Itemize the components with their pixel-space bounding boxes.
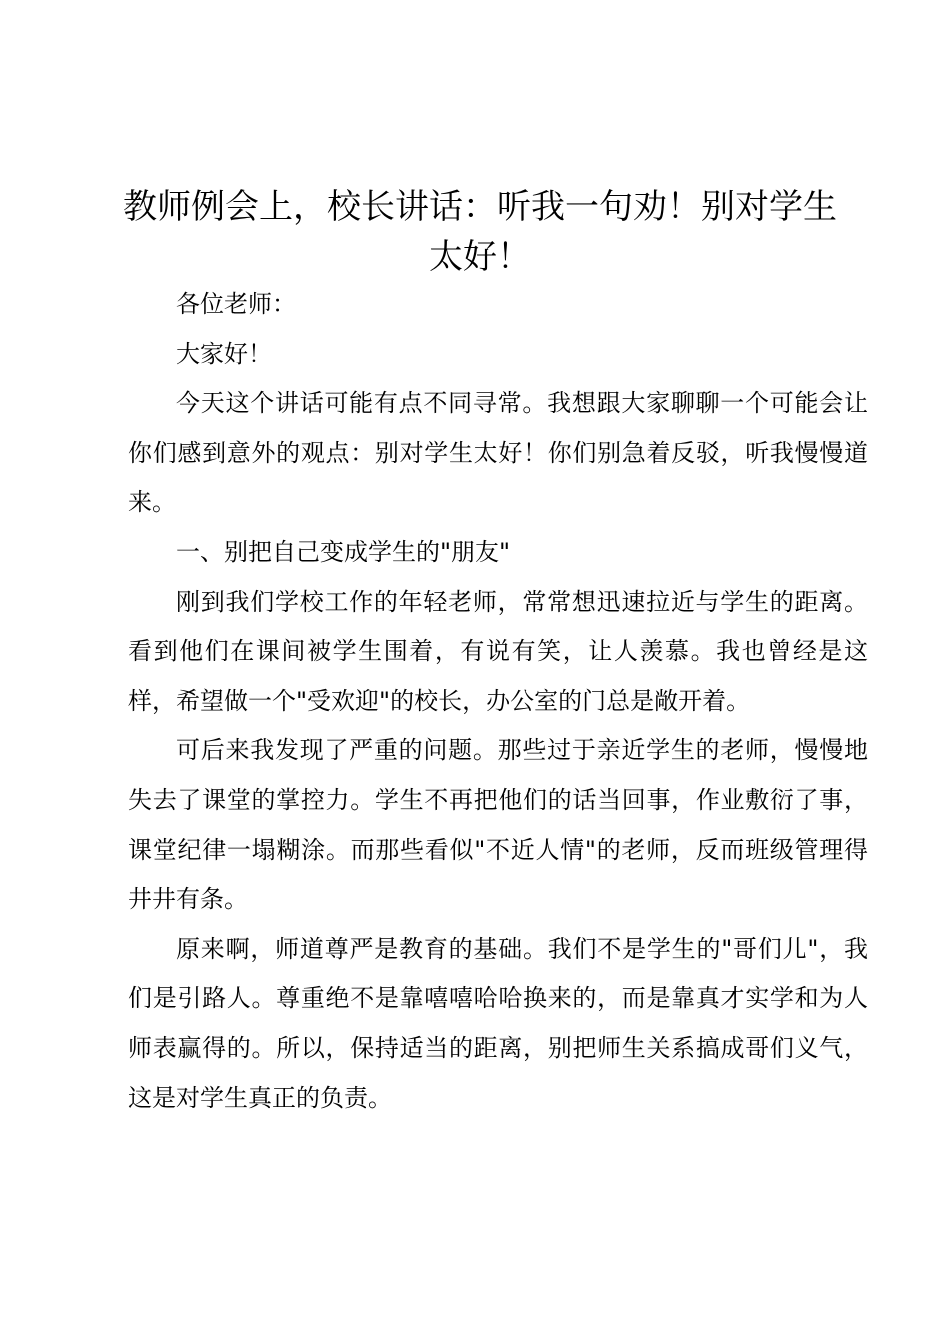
intro-paragraph: 今天这个讲话可能有点不同寻常。我想跟大家聊聊一个可能会让你们感到意外的观点：别对学生太好！你们别急着反驳，听我慢慢道来。 xyxy=(128,389,868,517)
section-heading: 一、别把自己变成学生的"朋友" xyxy=(176,537,511,566)
body-paragraph: 原来啊，师道尊严是教育的基础。我们不是学生的"哥们儿"，我们是引路人。尊重绝不是靠嘻嘻哈哈换来的，而是靠真才实学和为人师表赢得的。所以，保持适当的距离，别把师生关系搞成哥们义气，这是对学生真正的负责。 xyxy=(128,934,868,1112)
document-body xyxy=(128,280,868,1123)
document-title: 教师例会上，校长讲话：听我一句劝！别对学生太好！ xyxy=(123,187,837,277)
body-paragraph: 可后来我发现了严重的问题。那些过于亲近学生的老师，慢慢地失去了课堂的掌控力。学生不再把他们的话当回事，作业敷衍了事，课堂纪律一塌糊涂。而那些看似"不近人情"的老师，反而班级管理得井井有条。 xyxy=(128,736,868,914)
greeting: 大家好！ xyxy=(176,339,272,368)
salutation: 各位老师： xyxy=(176,290,296,318)
body-paragraph: 刚到我们学校工作的年轻老师，常常想迅速拉近与学生的距离。看到他们在课间被学生围着，有说有笑，让人羡慕。我也曾经是这样，希望做一个"受欢迎"的校长，办公室的门总是敞开着。 xyxy=(128,587,868,715)
